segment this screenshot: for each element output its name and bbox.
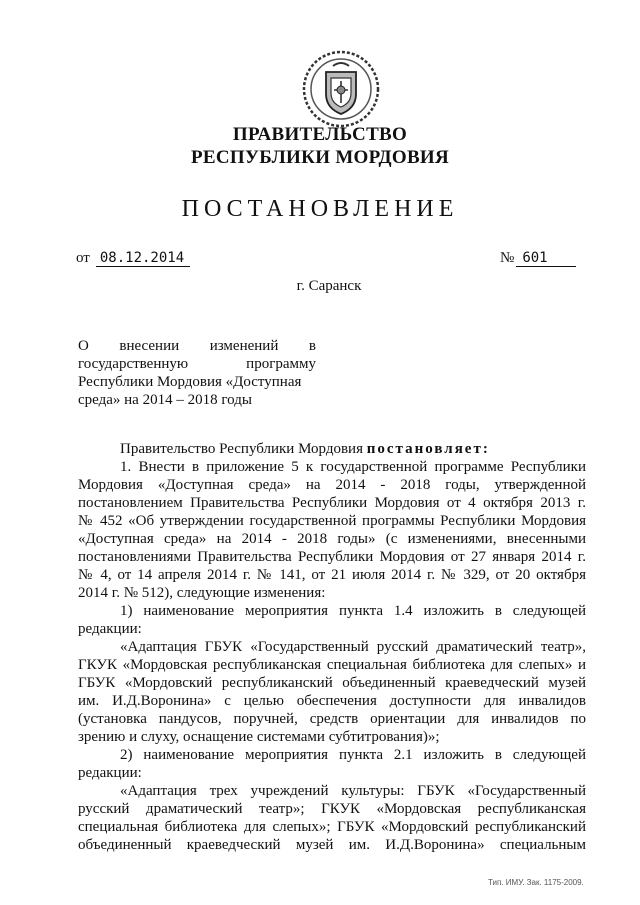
body-line: 2) наименование мероприятия пункта 2.1 изложить в следующей (120, 747, 586, 763)
body-line: русский драматический театр»; ГКУК «Мордовская республиканская (78, 801, 586, 817)
intro-line (78, 440, 586, 458)
body-line: Мордовия «Доступная среда» на 2014 - 2018 годы, утвержденной (78, 477, 586, 493)
date-prefix: от (76, 250, 90, 266)
body-line: № 452 «Об утверждении государственной программы Республики Мордовия (78, 513, 586, 529)
body-line: редакции: (78, 621, 142, 637)
body-line: «Доступная среда» на 2014 - 2018 годы» (с изменениями, внесенными (78, 531, 586, 547)
subject-line: О внесении изменений в (78, 338, 316, 354)
body-line: постановлением Правительства Республики Мордовия от 4 октября 2013 г. (78, 495, 586, 511)
body-line: специальная библиотека для слепых»; ГБУК «Мордовский республиканский (78, 819, 586, 835)
body-line: редакции: (78, 765, 142, 781)
subject-line: Республики Мордовия «Доступная (78, 374, 302, 390)
body-line: постановлениями Правительства Республики Мордовия от 27 января 2014 г. (78, 549, 586, 565)
intro-text: Правительство Республики Мордовия (120, 441, 363, 457)
subject-line: государственную программу (78, 356, 316, 372)
date-row (76, 250, 190, 267)
intro-verb: постановляет: (366, 441, 490, 457)
body-line: объединенный краеведческий музей им. И.Д.Воронина» специальным (78, 837, 586, 853)
number-prefix: № (500, 250, 515, 266)
body-line: «Адаптация трех учреждений культуры: ГБУК «Государственный (120, 783, 586, 799)
body-line: 2014 г. № 512), следующие изменения: (78, 585, 326, 601)
body-line: 1. Внести в приложение 5 к государственной программе Республики (120, 459, 586, 475)
body-line: ГКУК «Мордовская республиканская специальная библиотека для слепых» и (78, 657, 586, 673)
subject-line: среда» на 2014 – 2018 годы (78, 392, 252, 408)
number-value: 601 (516, 250, 575, 267)
body-line: им. И.Д.Воронина» с целью обеспечения доступности для инвалидов (78, 693, 586, 709)
body-line: «Адаптация ГБУК «Государственный русский драматический театр», (120, 639, 586, 655)
body-line: № 4, от 14 апреля 2014 г. № 141, от 21 июля 2014 г. № 329, от 20 октября (78, 567, 586, 583)
body-line: 1) наименование мероприятия пункта 1.4 изложить в следующей (120, 603, 586, 619)
coat-of-arms-emblem-icon (300, 48, 382, 130)
city-label: г. Саранск (296, 278, 362, 294)
subject-block (78, 337, 316, 409)
government-title-line1: ПРАВИТЕЛЬСТВО (232, 124, 408, 145)
body-line: ГБУК «Мордовский республиканский объединенный краеведческий музей (78, 675, 586, 691)
body-line: зрению и слуху, оснащение системами субтитрования)»; (78, 729, 440, 745)
body-line: (установка пандусов, поручней, средств ориентации для инвалидов по (78, 711, 586, 727)
government-title-line2: РЕСПУБЛИКИ МОРДОВИЯ (190, 147, 450, 168)
number-row (500, 250, 576, 267)
date-value: 08.12.2014 (96, 250, 190, 267)
document-body (78, 440, 586, 854)
document-type-heading: ПОСТАНОВЛЕНИЕ (181, 196, 459, 222)
print-footer: Тип. ИМУ. Зак. 1175-2009. (488, 878, 584, 887)
